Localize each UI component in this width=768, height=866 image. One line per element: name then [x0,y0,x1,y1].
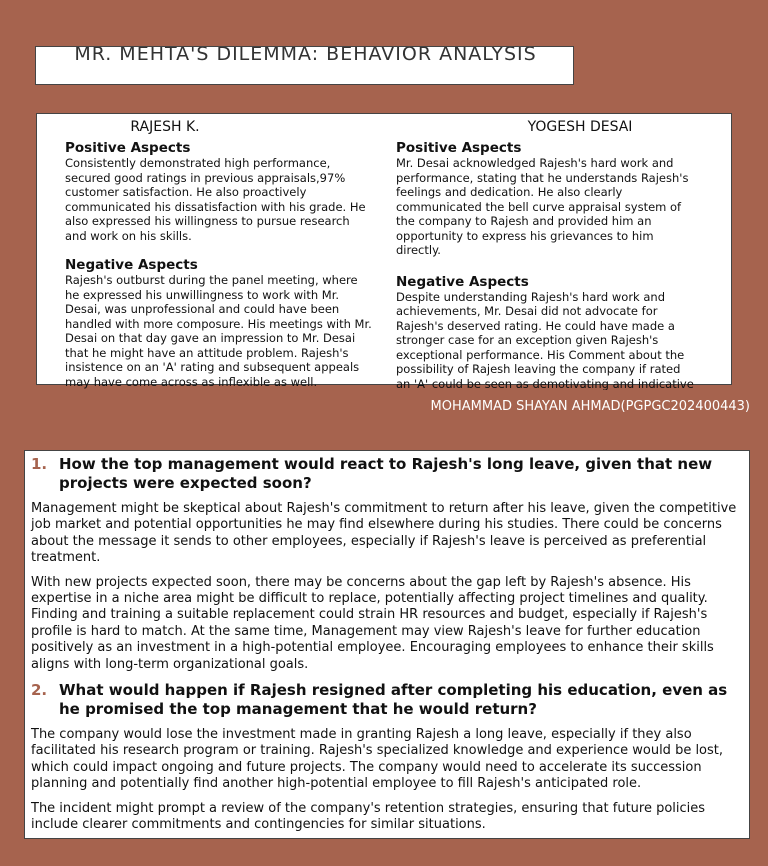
answer-paragraph: The company would lose the investment made in granting Rajesh a long leave, especially if they also facilitated his research program or training. Rajesh's specialized knowledge and experience would be lost, which could impact ongoing and future projects. The company would need to accelerate its succession planning and potentially find another high-potential employee to fill Rajesh's anticipated role. [31,727,724,792]
rajesh-positive-heading: Positive Aspects [65,140,191,156]
rajesh-negative-heading: Negative Aspects [65,257,198,273]
desai-name: YOGESH DESAI [527,119,633,135]
author-credit: MOHAMMAD SHAYAN AHMAD(PGPGC202400443) [430,399,750,414]
answer-paragraph: With new projects expected soon, there may be concerns about the gap left by Rajesh's absence. His expertise in a niche area might be difficult to replace, potentially affecting project timelines and quality. Finding and training a suitable replacement could strain HR resources and budget, especially if Rajesh's profile is hard to match. At the same time, Management may view Rajesh's leave for further education positively as an investment in a high-potential employee. Encouraging employees to enhance their skills aligns with long-term organizational goals. [31,574,714,672]
rajesh-positive-text: Consistently demonstrated high performance, secured good ratings in previous appraisals,97% customer satisfaction. He also proactively communicated his dissatisfaction with his grade. He also expressed his willingness to pursue research and work on his skills. [65,156,366,243]
question-number: 1. [31,455,48,473]
title-box [35,46,574,85]
question-number: 2. [31,681,48,700]
desai-negative-heading: Negative Aspects [396,273,529,290]
desai-positive-heading: Positive Aspects [396,140,522,156]
question-2 [31,681,743,719]
question-text: What would happen if Rajesh resigned after completing his education, even as he promised the top management that he would return? [59,681,728,719]
question-1 [31,455,743,493]
answer-paragraph: Management might be skeptical about Rajesh's commitment to return after his leave, given the competitive job market and potential opportunities he may find elsewhere during his studies. There could be concerns about the message it sends to other employees, especially if Rajesh's leave is perceived as preferential treatment. [31,501,737,566]
rajesh-negative-text: Rajesh's outburst during the panel meeting, where he expressed his unwillingness to work with Mr. Desai, was unprofessional and could have been handled with more composure. His meetings with Mr. Desai on that day gave an impression to Mr. Desai that he might have an attitude problem. Rajesh's insistence on an 'A' rating and subsequent appeals may have come across as inflexible as well. [65,273,372,389]
desai-column [396,118,696,390]
questions-panel [24,450,750,839]
question-text: How the top management would react to Rajesh's long leave, given that new projects were expected soon? [59,455,713,492]
rajesh-column [65,118,373,389]
desai-positive-text: Mr. Desai acknowledged Rajesh's hard work and performance, stating that he understands Rajesh's feelings and dedication. He also clearly communicated the bell curve appraisal system of the company to Rajesh and provided him an opportunity to express his grievances to him directly. [396,156,689,257]
desai-negative-text: Despite understanding Rajesh's hard work and achievements, Mr. Desai did not advocate for Rajesh's deserved rating. He could have made a stronger case for an exception given Rajesh's exceptional performance. His Comment about the possibility of Rajesh leaving the company if rated an 'A' could be seen as demotivating and indicative [396,289,694,390]
rajesh-name: RAJESH K. [130,119,200,135]
answer-paragraph: The incident might prompt a review of the company's retention strategies, ensuring that future policies include clearer commitments and contingencies for similar situations. [31,800,706,833]
page-title: MR. MEHTA'S DILEMMA: BEHAVIOR ANALYSIS [74,46,537,65]
